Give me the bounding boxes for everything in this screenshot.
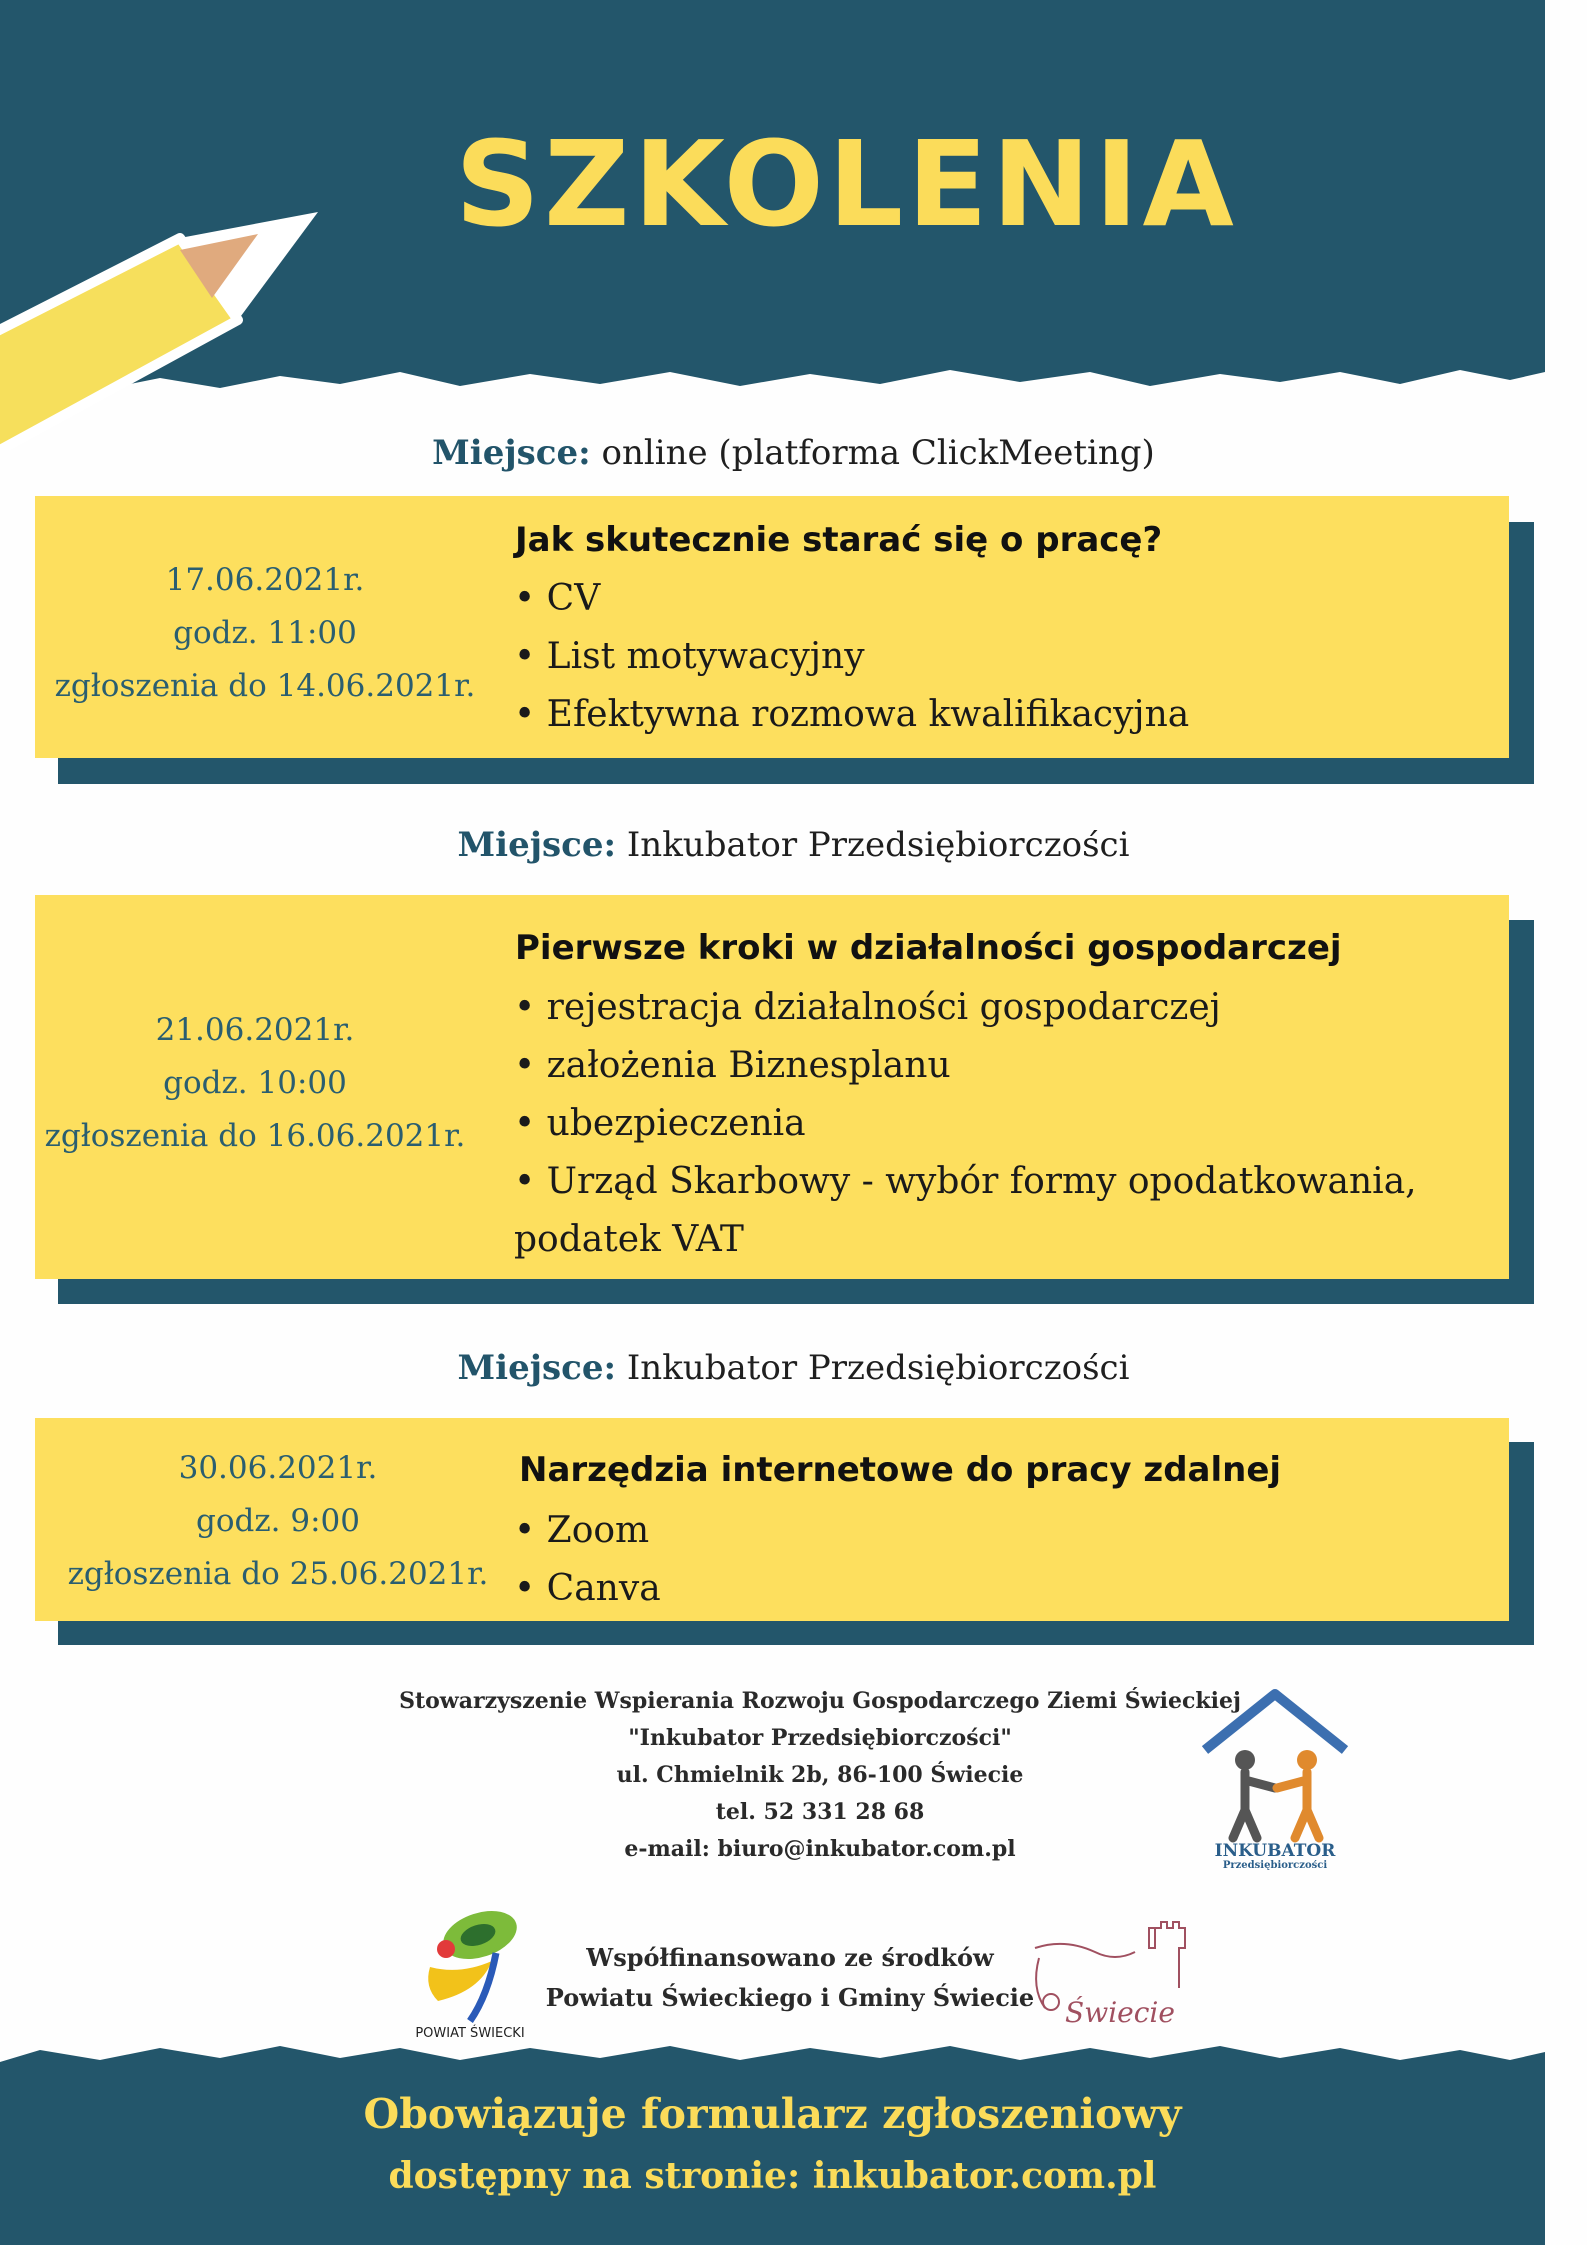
list-item: • ubezpieczenia [514,1103,806,1144]
session-time: godz. 10:00 [163,1065,347,1101]
session-deadline: zgłoszenia do 16.06.2021r. [44,1118,466,1154]
session-date: 21.06.2021r. [155,1012,355,1048]
session-deadline: zgłoszenia do 14.06.2021r. [54,668,476,704]
list-item: • Zoom [514,1510,650,1551]
list-item: • Efektywna rozmowa kwalifikacyjna [514,694,1190,735]
org-name: Stowarzyszenie Wspierania Rozwoju Gospodarczego Ziemi Świeckiej [399,1688,1241,1714]
session-2-items [514,979,1417,1269]
session-deadline: zgłoszenia do 25.06.2021r. [67,1556,489,1592]
session-2-dates [35,1004,475,1163]
list-item: • List motywacyjny [514,636,865,677]
session-3-title: Narzędzia internetowe do pracy zdalnej [519,1450,1282,1490]
inkubator-logo-text: INKUBATOR [1214,1841,1336,1861]
pencil-icon [0,200,340,450]
place-label: Miejsce: [457,1348,617,1388]
session-date: 17.06.2021r. [165,562,365,598]
session-1-items [514,570,1189,744]
funding-line2: Powiatu Świeckiego i Gminy Świecie [545,1983,1035,2012]
page-title: SZKOLENIA [455,115,1238,253]
powiat-logo-text: POWIAT ŚWIECKI [415,2026,525,2041]
swiecie-logo-text: Świecie [1065,1996,1175,2029]
list-item: • rejestracja działalności gospodarczej [514,987,1221,1028]
list-item: • założenia Biznesplanu [514,1045,951,1086]
session-time: godz. 9:00 [195,1503,360,1539]
session-date: 30.06.2021r. [178,1450,378,1486]
session-3-place [0,1348,1587,1388]
list-item: • CV [514,578,601,619]
inkubator-logo [1195,1680,1355,1870]
session-2-title: Pierwsze kroki w działalności gospodarczej [515,928,1342,968]
org-email: e-mail: biuro@inkubator.com.pl [624,1836,1016,1862]
session-3-items [514,1502,661,1618]
place-value: Inkubator Przedsiębiorczości [626,1348,1130,1388]
funding-info [540,1938,1040,2018]
list-item: • Urząd Skarbowy - wybór formy opodatkowania, [514,1161,1417,1202]
organization-info [320,1683,1320,1868]
powiat-logo [410,1905,530,2045]
session-time: godz. 11:00 [173,615,357,651]
session-1-place [0,433,1587,473]
place-value: online (platforma ClickMeeting) [601,433,1155,473]
place-value: Inkubator Przedsiębiorczości [626,825,1130,865]
footer-banner [0,2040,1545,2245]
place-label: Miejsce: [457,825,617,865]
org-address: ul. Chmielnik 2b, 86-100 Świecie [616,1762,1024,1788]
session-3-dates [58,1442,498,1601]
funding-line1: Współfinansowano ze środków [586,1943,994,1972]
swiecie-logo [1025,1918,1195,2038]
list-item: • Canva [514,1568,661,1609]
org-short-name: "Inkubator Przedsiębiorczości" [628,1725,1012,1751]
inkubator-logo-subtext: Przedsiębiorczości [1222,1860,1328,1870]
footer-website[interactable]: dostępny na stronie: inkubator.com.pl [388,2155,1157,2197]
place-label: Miejsce: [432,433,591,473]
session-1-title: Jak skutecznie starać się o pracę? [515,520,1163,560]
session-2-place [0,825,1587,865]
session-1-dates [45,554,485,713]
list-item: podatek VAT [514,1219,744,1260]
org-phone: tel. 52 331 28 68 [715,1799,925,1825]
footer-notice: Obowiązuje formularz zgłoszeniowy [363,2090,1182,2138]
